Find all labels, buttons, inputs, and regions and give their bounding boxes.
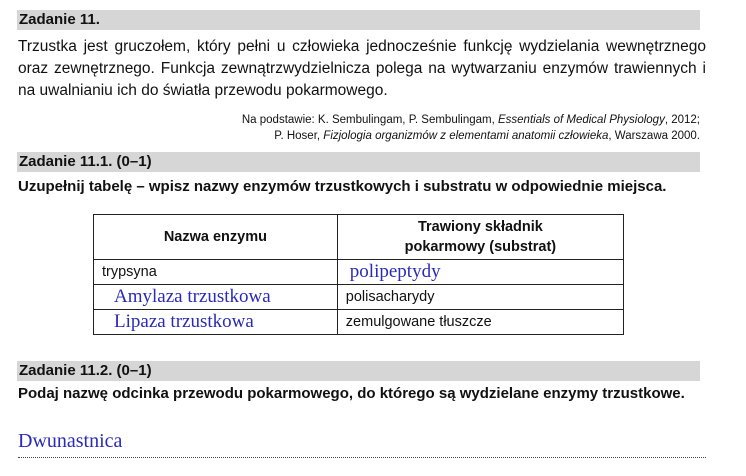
cell-substrate: polisacharydy: [337, 285, 623, 310]
task-intro: Trzustka jest gruczołem, który pełni u człowieka jednocześnie funkcję wydzielania wewnętrznego oraz zewnętrznego. Funkcja zewnątrzwydzielnicza polega na wytwarzaniu enzymów trawiennych i na uwalnianiu ich do światła przewodu pokarmowego.: [18, 38, 706, 99]
table-row: [94, 310, 624, 335]
cell-enzyme: trypsyna: [94, 260, 338, 285]
table-row: [94, 285, 624, 310]
subtask-1-title: Zadanie 11.1. (0–1): [19, 153, 152, 170]
cell-substrate-handwritten[interactable]: polipeptydy: [337, 260, 623, 285]
table-header-row: [94, 215, 624, 260]
cell-enzyme-handwritten[interactable]: Amylaza trzustkowa: [94, 285, 338, 310]
header-enzyme: Nazwa enzymu: [94, 215, 338, 260]
subtask-1-title-bar: [17, 152, 700, 172]
task-title-bar: [17, 10, 700, 30]
cell-enzyme-handwritten[interactable]: Lipaza trzustkowa: [94, 310, 338, 335]
source-line-2: P. Hoser, Fizjologia organizmów z elementami anatomii człowieka, Warszawa 2000.: [274, 130, 700, 142]
enzyme-table: [93, 214, 624, 335]
answer-dotted-line: [18, 457, 706, 458]
subtask-2-title-bar: [17, 361, 700, 381]
answer-handwritten[interactable]: Dwunastnica: [18, 430, 123, 452]
subtask-2-instruction: Podaj nazwę odcinka przewodu pokarmowego, do którego są wydzielane enzymy trzustkowe.: [18, 385, 685, 402]
task-title: Zadanie 11.: [19, 11, 100, 28]
source-line-1: Na podstawie: K. Sembulingam, P. Sembulingam, Essentials of Medical Physiology, 2012;: [241, 114, 700, 126]
table-row: [94, 260, 624, 285]
header-substrate: Trawiony składnik pokarmowy (substrat): [337, 215, 623, 260]
cell-substrate: zemulgowane tłuszcze: [337, 310, 623, 335]
subtask-2-title: Zadanie 11.2. (0–1): [19, 362, 152, 379]
subtask-1-instruction: Uzupełnij tabelę – wpisz nazwy enzymów trzustkowych i substratu w odpowiednie miejsca.: [18, 178, 667, 195]
